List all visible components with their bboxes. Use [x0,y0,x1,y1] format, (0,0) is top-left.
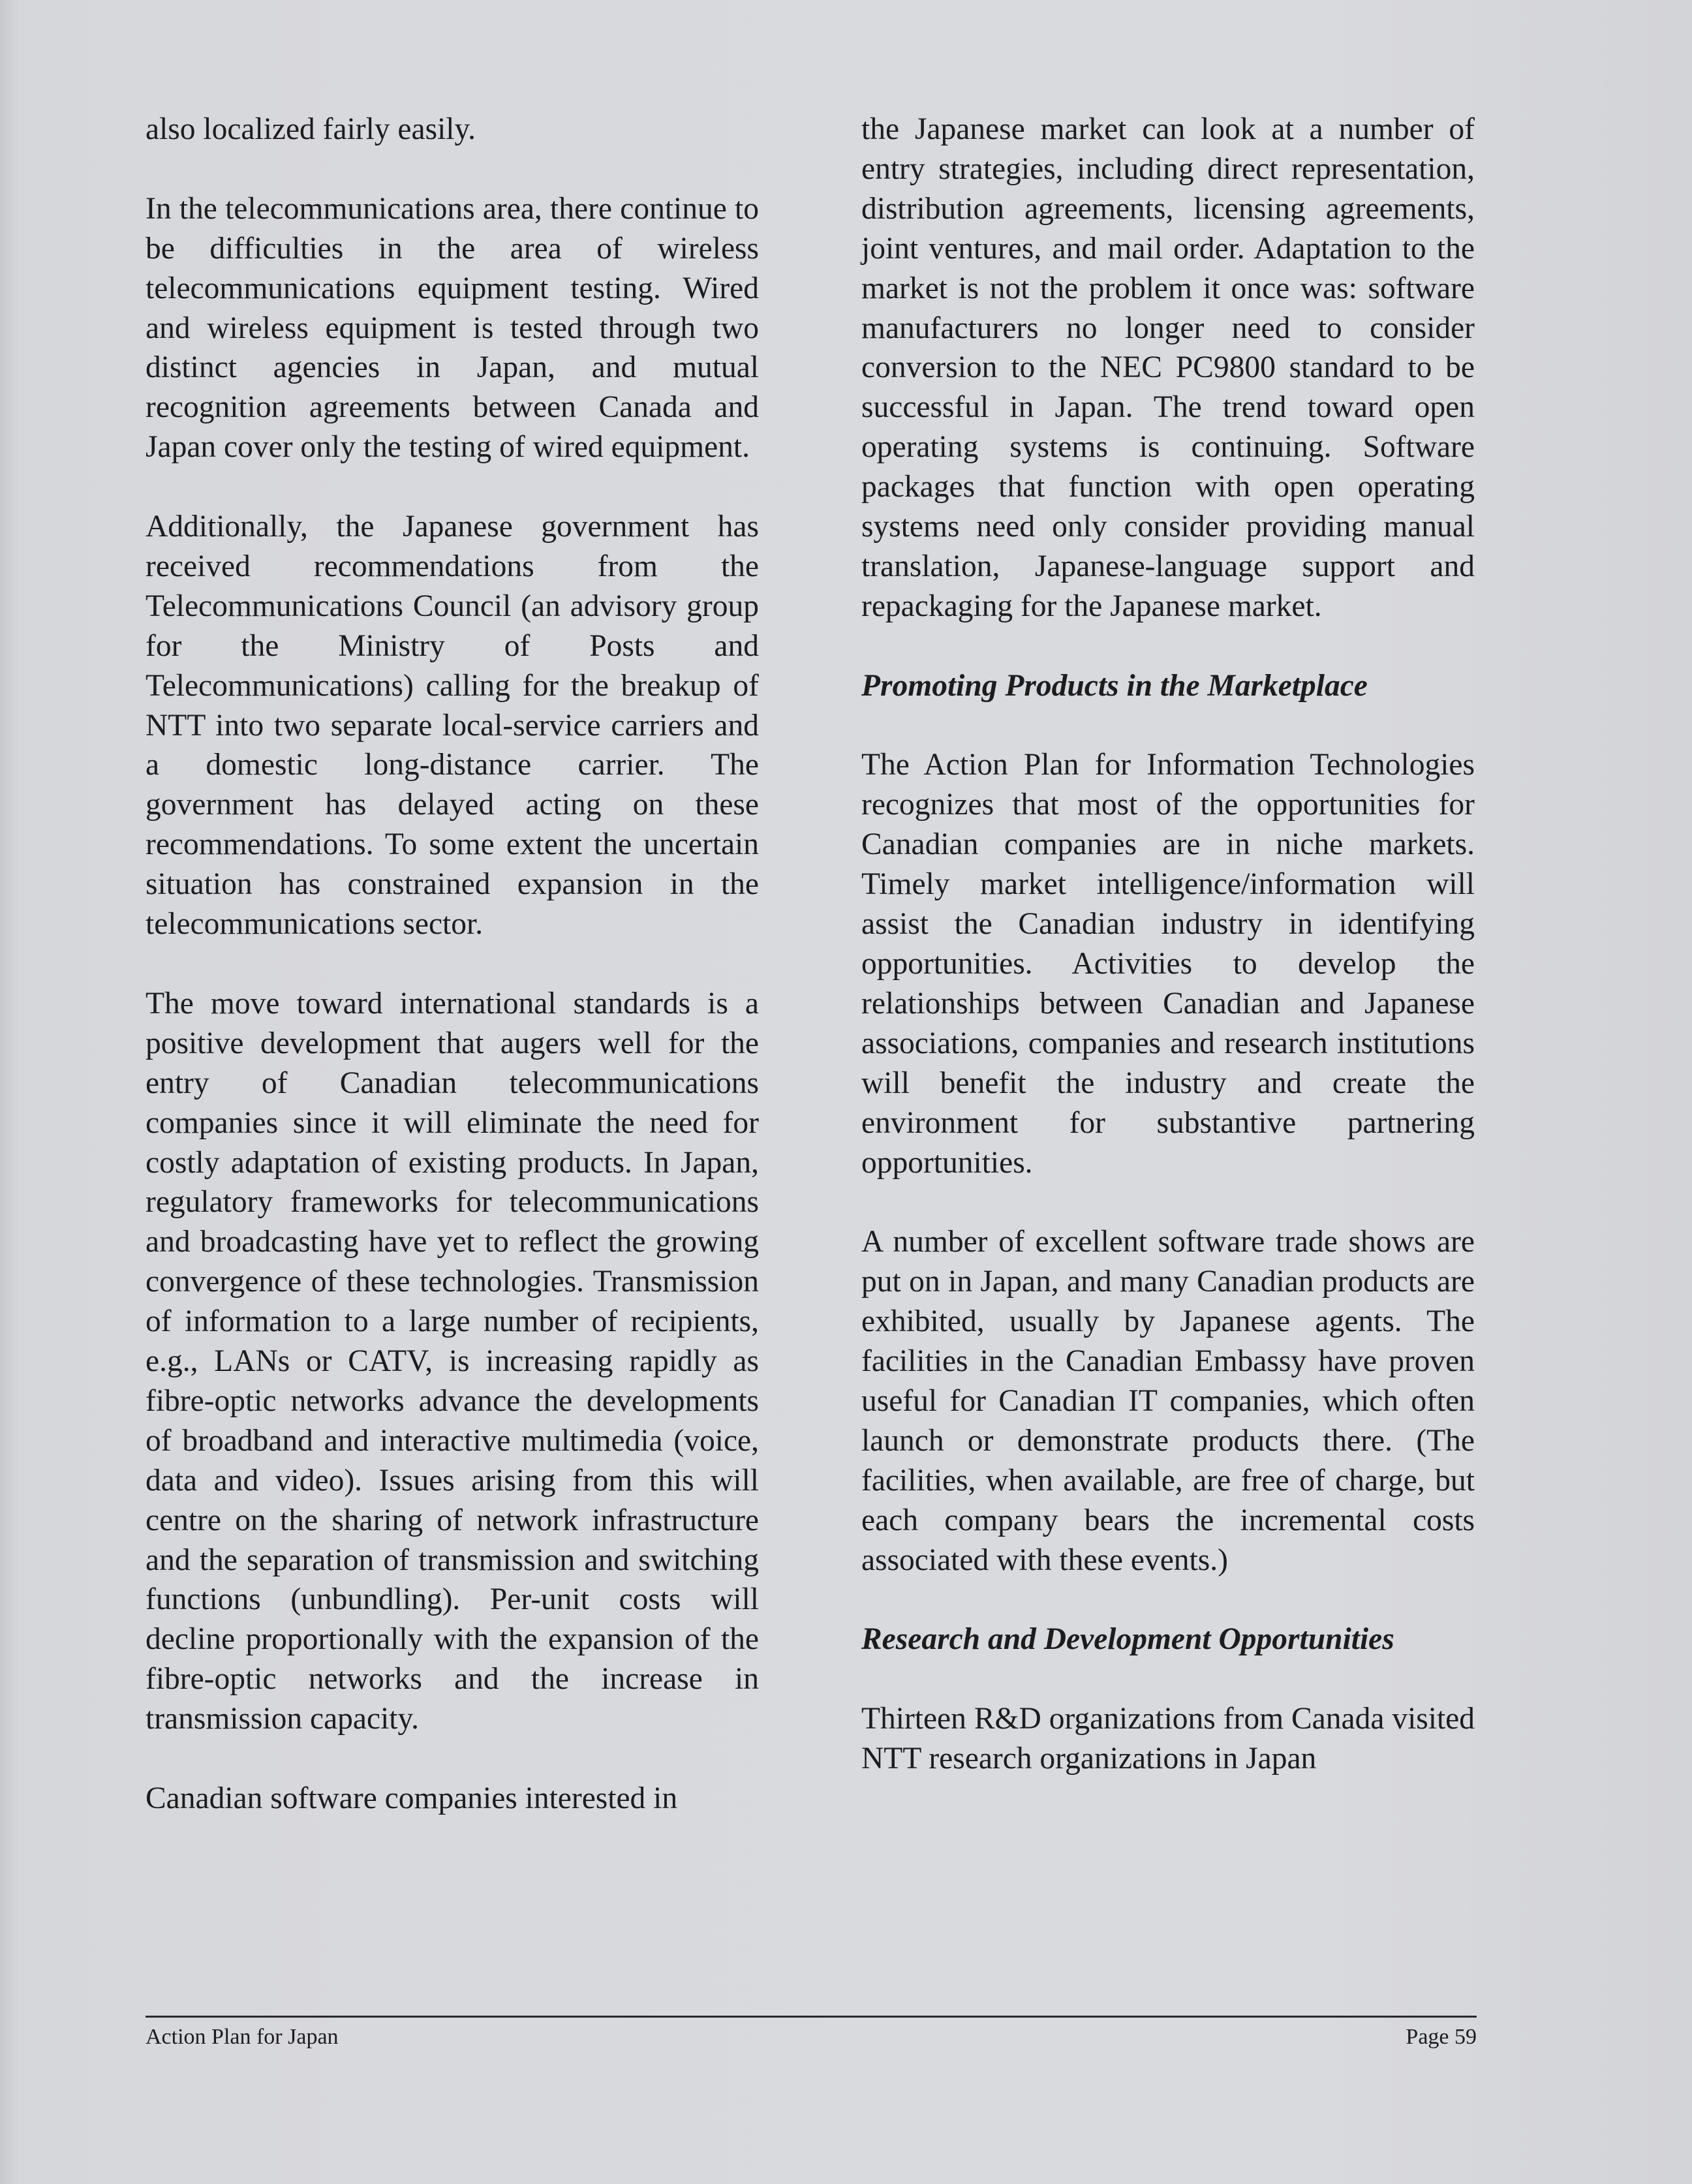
paragraph: Thirteen R&D organizations from Canada visited NTT research organizations in Japan [861,1702,1475,1776]
right-column [861,110,1475,1779]
footer-title: Action Plan for Japan [146,2025,339,2049]
page-footer [146,2024,1477,2050]
paragraph: also localized fairly easily. [146,112,476,146]
paragraph: Additionally, the Japanese government has received recommendations from the Telecommunications Council (an advisory group for the Ministry of Posts and Telecommunications) calling for the breakup of NTT into two separate local-service carriers and a domestic long-distance carrier. The government has delayed acting on these recommendations. To some extent the uncertain situation has constrained expansion in the telecommunications sector. [146,510,759,942]
paragraph: A number of excellent software trade shows are put on in Japan, and many Canadian products are exhibited, usually by Japanese agents. The facilities in the Canadian Embassy have proven useful for Canadian IT companies, which often launch or demonstrate products there. (The facilities, when available, are free of charge, but each company bears the incremental costs associated with these events.) [861,1225,1475,1577]
left-column [146,110,759,1819]
footer-divider [146,2016,1477,2018]
paragraph: the Japanese market can look at a number of entry strategies, including direct representation, distribution agreements, licensing agreements, joint ventures, and mail order. Adaptation to the market is not the problem it once was: software manufacturers no longer need to consider conversion to the NEC PC9800 standard to be successful in Japan. The trend toward open operating systems is continuing. Software packages that function with open operating systems need only consider providing manual translation, Japanese-language support and repackaging for the Japanese market. [861,112,1475,623]
paragraph: The Action Plan for Information Technologies recognizes that most of the opportunities for Canadian companies are in niche markets. Timely market intelligence/information will assist the Canadian industry in identifying opportunities. Activities to develop the relationships between Canadian and Japanese associations, companies and research institutions will benefit the industry and create the environment for substantive partnering opportunities. [861,748,1475,1180]
section-heading: Promoting Products in the Marketplace [861,668,1368,703]
paragraph: Canadian software companies interested in [146,1781,678,1815]
page-number: Page 59 [1406,2025,1477,2049]
paragraph: In the telecommunications area, there continue to be difficulties in the area of wireless telecommunications equipment testing. Wired and wireless equipment is tested through two distinct agencies in Japan, and mutual recognition agreements between Canada and Japan cover only the testing of wired equipment. [146,191,759,465]
section-heading: Research and Development Opportunities [861,1622,1394,1657]
paragraph: The move toward international standards is a positive development that augers well for the entry of Canadian telecommunications companies since it will eliminate the need for costly adaptation of existing products. In Japan, regulatory frameworks for telecommunications and broadcasting have yet to reflect the growing convergence of these technologies. Transmission of information to a large number of recipients, e.g., LANs or CATV, is increasing rapidly as fibre-optic networks advance the developments of broadband and interactive multimedia (voice, data and video). Issues arising from this will centre on the sharing of network infrastructure and the separation of transmission and switching functions (unbundling). Per-unit costs will decline proportionally with the expansion of the fibre-optic networks and the increase in transmission capacity. [146,986,759,1736]
